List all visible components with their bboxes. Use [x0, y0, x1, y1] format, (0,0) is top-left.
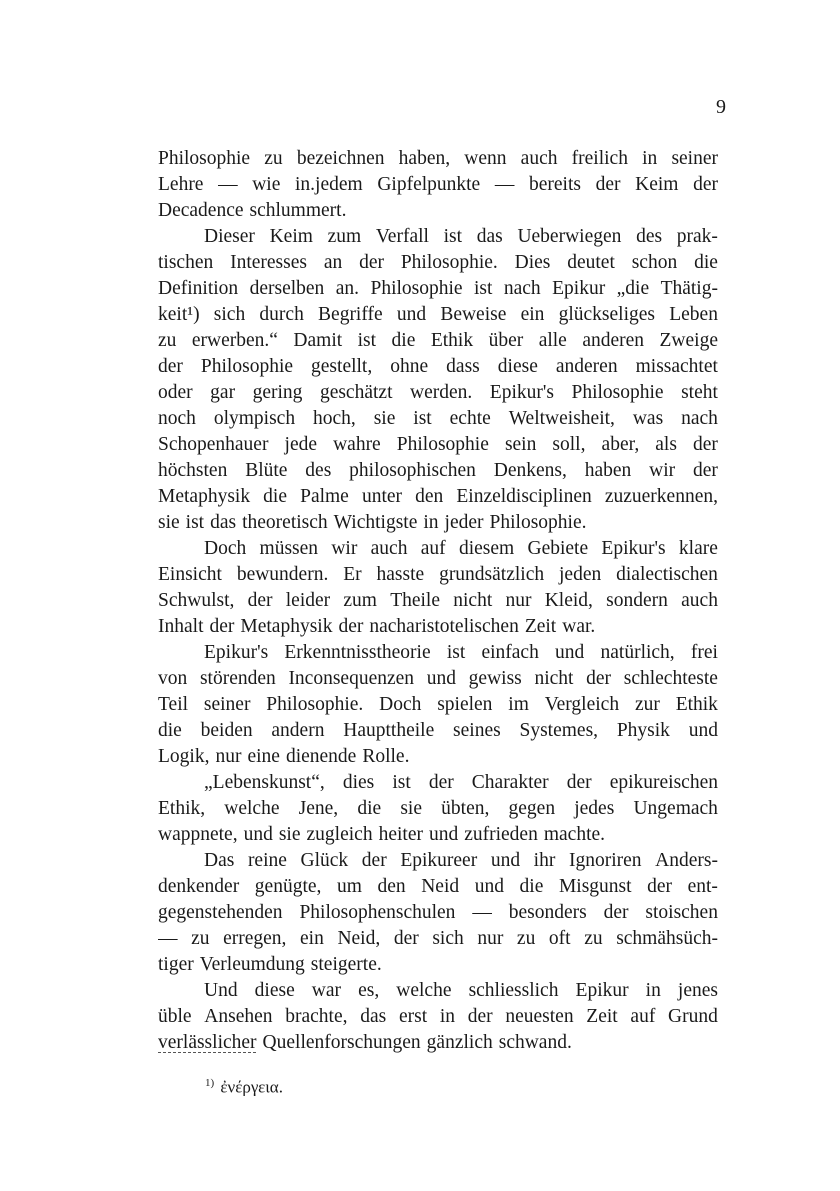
text-line: „Lebenskunst“, dies ist der Charakter der epikureischen: [204, 772, 718, 793]
text-line: üble Ansehen brachte, das erst in der neuesten Zeit auf Grund: [158, 1006, 718, 1027]
text-line: Metaphysik die Palme unter den Einzeldisciplinen zuzuerkennen,: [158, 486, 718, 507]
text-line: Schwulst, der leider zum Theile nicht nur Kleid, sondern auch: [158, 590, 718, 611]
text-line: Dieser Keim zum Verfall ist das Ueberwiegen des prak-: [204, 226, 718, 247]
text-line: die beiden andern Haupttheile seines Systemes, Physik und: [158, 720, 718, 741]
footnote: [205, 1072, 283, 1099]
footnote-mark: 1): [205, 1077, 215, 1089]
text-line: Doch müssen wir auch auf diesem Gebiete Epikur's klare: [204, 538, 718, 559]
text-line: Einsicht bewundern. Er hasste grundsätzlich jeden dialectischen: [158, 564, 718, 585]
text-line: — zu erregen, ein Neid, der sich nur zu oft zu schmähsüch-: [158, 928, 718, 949]
text-line: Decadence schlummert.: [158, 200, 347, 221]
text-line: Philosophie zu bezeichnen haben, wenn auch freilich in seiner: [158, 148, 718, 169]
page-number: 9: [716, 96, 726, 118]
text-line: von störenden Inconsequenzen und gewiss nicht der schlechteste: [158, 668, 718, 689]
body-text: [158, 146, 718, 1056]
text-line: Lehre — wie in.jedem Gipfelpunkte — bereits der Keim der: [158, 174, 718, 195]
footnote-text: ἐνέργεια.: [220, 1077, 283, 1097]
text-line: zu erwerben.“ Damit ist die Ethik über alle anderen Zweige: [158, 330, 718, 351]
text-line: tiger Verleumdung steigerte.: [158, 954, 382, 975]
text-line: keit¹) sich durch Begriffe und Beweise ein glückseliges Leben: [158, 304, 718, 325]
text-line: Epikur's Erkenntnisstheorie ist einfach und natürlich, frei: [204, 642, 718, 663]
text-line: Ethik, welche Jene, die sie übten, gegen jedes Ungemach: [158, 798, 718, 819]
text-line: Logik, nur eine dienende Rolle.: [158, 746, 410, 767]
text-line: verlässlicher Quellenforschungen gänzlich schwand.: [158, 1032, 572, 1053]
text-line: noch olympisch hoch, sie ist echte Weltweisheit, was nach: [158, 408, 718, 429]
text-line: gegenstehenden Philosophenschulen — besonders der stoischen: [158, 902, 718, 923]
text-line: tischen Interesses an der Philosophie. Dies deutet schon die: [158, 252, 718, 273]
text-line: Teil seiner Philosophie. Doch spielen im Vergleich zur Ethik: [158, 694, 718, 715]
text-line: Definition derselben an. Philosophie ist nach Epikur „die Thätig-: [158, 278, 718, 299]
text-line: wappnete, und sie zugleich heiter und zufrieden machte.: [158, 824, 606, 845]
text-line: Das reine Glück der Epikureer und ihr Ignoriren Anders-: [204, 850, 718, 871]
text-line: der Philosophie gestellt, ohne dass diese anderen missachtet: [158, 356, 718, 377]
text-line: oder gar gering geschätzt werden. Epikur's Philosophie steht: [158, 382, 718, 403]
footnote-rule: [158, 1052, 256, 1053]
text-line: Und diese war es, welche schliesslich Epikur in jenes: [204, 980, 718, 1001]
text-line: Inhalt der Metaphysik der nacharistotelischen Zeit war.: [158, 616, 596, 637]
text-line: höchsten Blüte des philosophischen Denkens, haben wir der: [158, 460, 718, 481]
text-line: denkender genügte, um den Neid und die Misgunst der ent-: [158, 876, 718, 897]
text-line: Schopenhauer jede wahre Philosophie sein soll, aber, als der: [158, 434, 718, 455]
text-line: sie ist das theoretisch Wichtigste in jeder Philosophie.: [158, 512, 587, 533]
